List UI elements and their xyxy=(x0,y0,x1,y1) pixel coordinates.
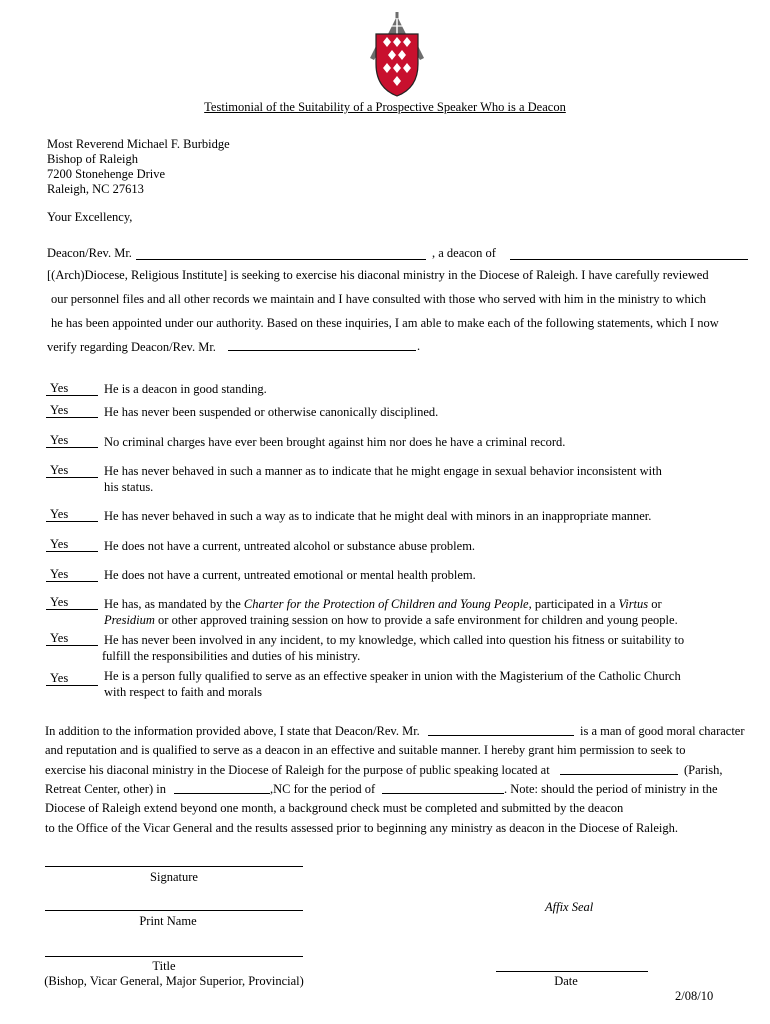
print-name-field[interactable] xyxy=(45,910,303,911)
date-label: Date xyxy=(554,974,578,988)
answer-field[interactable]: Yes xyxy=(46,463,98,478)
answer-field[interactable]: Yes xyxy=(46,671,98,686)
title-field[interactable] xyxy=(45,956,303,957)
virtus-program: Virtus xyxy=(618,597,649,611)
form-version: 2/08/10 xyxy=(675,989,714,1003)
statement-text: He has never been involved in any incident, to my knowledge, which called into question his fitness or suitability to xyxy=(104,633,685,647)
address-line: 7200 Stonehenge Drive xyxy=(47,167,166,181)
statement-text: No criminal charges have ever been brought against him nor does he have a criminal record. xyxy=(104,435,566,449)
statement-text-cont: fulfill the responsibilities and duties of his ministry. xyxy=(102,649,361,663)
closing-text: and reputation and is qualified to serve as a deacon in an effective and suitable manner. I hereby grant him permission to seek to xyxy=(45,743,686,757)
answer-field[interactable]: Yes xyxy=(46,381,98,396)
document-title: Testimonial of the Suitability of a Prospective Speaker Who is a Deacon xyxy=(204,100,566,114)
city-field[interactable] xyxy=(174,793,270,794)
answer-field[interactable]: Yes xyxy=(46,567,98,582)
answer-field[interactable]: Yes xyxy=(46,403,98,418)
closing-text: to the Office of the Vicar General and the results assessed prior to beginning any ministry as deacon in the Diocese of Raleigh. xyxy=(45,821,678,835)
salutation: Your Excellency, xyxy=(47,210,133,224)
closing-text: . Note: should the period of ministry in the xyxy=(504,782,718,796)
signature-field[interactable] xyxy=(45,866,303,867)
date-field[interactable] xyxy=(496,971,648,972)
closing-text: In addition to the information provided above, I state that Deacon/Rev. Mr. xyxy=(45,724,420,738)
statement-text: He has never been suspended or otherwise canonically disciplined. xyxy=(104,405,439,419)
address-line: Most Reverend Michael F. Burbidge xyxy=(47,137,230,151)
intro-line: he has been appointed under our authority. Based on these inquiries, I am able to make each of the following statements, which I now xyxy=(51,316,719,330)
statement-text xyxy=(104,596,662,612)
closing-text: Diocese of Raleigh extend beyond one month, a background check must be completed and submitted by the deacon xyxy=(45,801,624,815)
statement-text-part: participated in a xyxy=(531,597,619,611)
location-field[interactable] xyxy=(560,774,678,775)
title-sublabel: (Bishop, Vicar General, Major Superior, Provincial) xyxy=(44,974,304,988)
deacon-name-field[interactable] xyxy=(136,259,426,260)
print-name-label: Print Name xyxy=(139,914,197,928)
statement-text: He does not have a current, untreated emotional or mental health problem. xyxy=(104,568,476,582)
verify-deacon-field[interactable] xyxy=(228,350,416,351)
deacon-label: Deacon/Rev. Mr. xyxy=(47,246,132,260)
answer-field[interactable]: Yes xyxy=(46,507,98,522)
answer-field[interactable]: Yes xyxy=(46,433,98,448)
presidium-program: Presidium xyxy=(104,613,155,627)
statement-text: He is a person fully qualified to serve as an effective speaker in union with the Magisterium of the Catholic Church xyxy=(104,669,681,683)
title-label: Title xyxy=(152,959,176,973)
intro-line-end: . xyxy=(417,339,421,353)
statement-text-part: or xyxy=(648,597,662,611)
address-line: Bishop of Raleigh xyxy=(47,152,138,166)
closing-text: exercise his diaconal ministry in the Diocese of Raleigh for the purpose of public speaking located at xyxy=(45,763,550,777)
statement-text-part: or other approved training session on how to provide a safe environment for children and young people. xyxy=(154,613,678,627)
intro-line: verify regarding Deacon/Rev. Mr. xyxy=(47,340,216,354)
statement-text-cont xyxy=(104,612,678,628)
affix-seal-label: Affix Seal xyxy=(545,900,594,914)
diocese-crest-logo xyxy=(366,12,428,98)
closing-text: is a man of good moral character xyxy=(580,724,745,738)
closing-text: Retreat Center, other) in xyxy=(45,782,166,796)
answer-field[interactable]: Yes xyxy=(46,631,98,646)
closing-text: ,NC for the period of xyxy=(270,782,376,796)
statement-text: He is a deacon in good standing. xyxy=(104,382,267,396)
diocese-field[interactable] xyxy=(510,259,748,260)
period-field[interactable] xyxy=(382,793,504,794)
statement-text-part: He has, as mandated by the xyxy=(104,597,244,611)
answer-field[interactable]: Yes xyxy=(46,537,98,552)
statement-text: He has never behaved in such a manner as to indicate that he might engage in sexual behavior inconsistent with xyxy=(104,464,662,478)
address-block xyxy=(47,137,230,197)
closing-text: (Parish, xyxy=(684,763,723,777)
statement-text: He does not have a current, untreated alcohol or substance abuse problem. xyxy=(104,539,476,553)
signature-label: Signature xyxy=(150,870,198,884)
answer-field[interactable]: Yes xyxy=(46,595,98,610)
intro-line: [(Arch)Diocese, Religious Institute] is seeking to exercise his diaconal ministry in the Diocese of Raleigh. I have carefully reviewed xyxy=(47,268,709,282)
address-line: Raleigh, NC 27613 xyxy=(47,182,144,196)
charter-title: Charter for the Protection of Children and Young People, xyxy=(243,597,532,611)
statement-text-cont: with respect to faith and morals xyxy=(104,685,262,699)
statement-text-cont: his status. xyxy=(104,480,154,494)
statement-text: He has never behaved in such a way as to indicate that he might deal with minors in an inappropriate manner. xyxy=(104,509,652,523)
closing-deacon-field[interactable] xyxy=(428,735,574,736)
intro-line: our personnel files and all other records we maintain and I have consulted with those who served with him in the ministry to which xyxy=(51,292,707,306)
deacon-of-label: , a deacon of xyxy=(432,246,496,260)
